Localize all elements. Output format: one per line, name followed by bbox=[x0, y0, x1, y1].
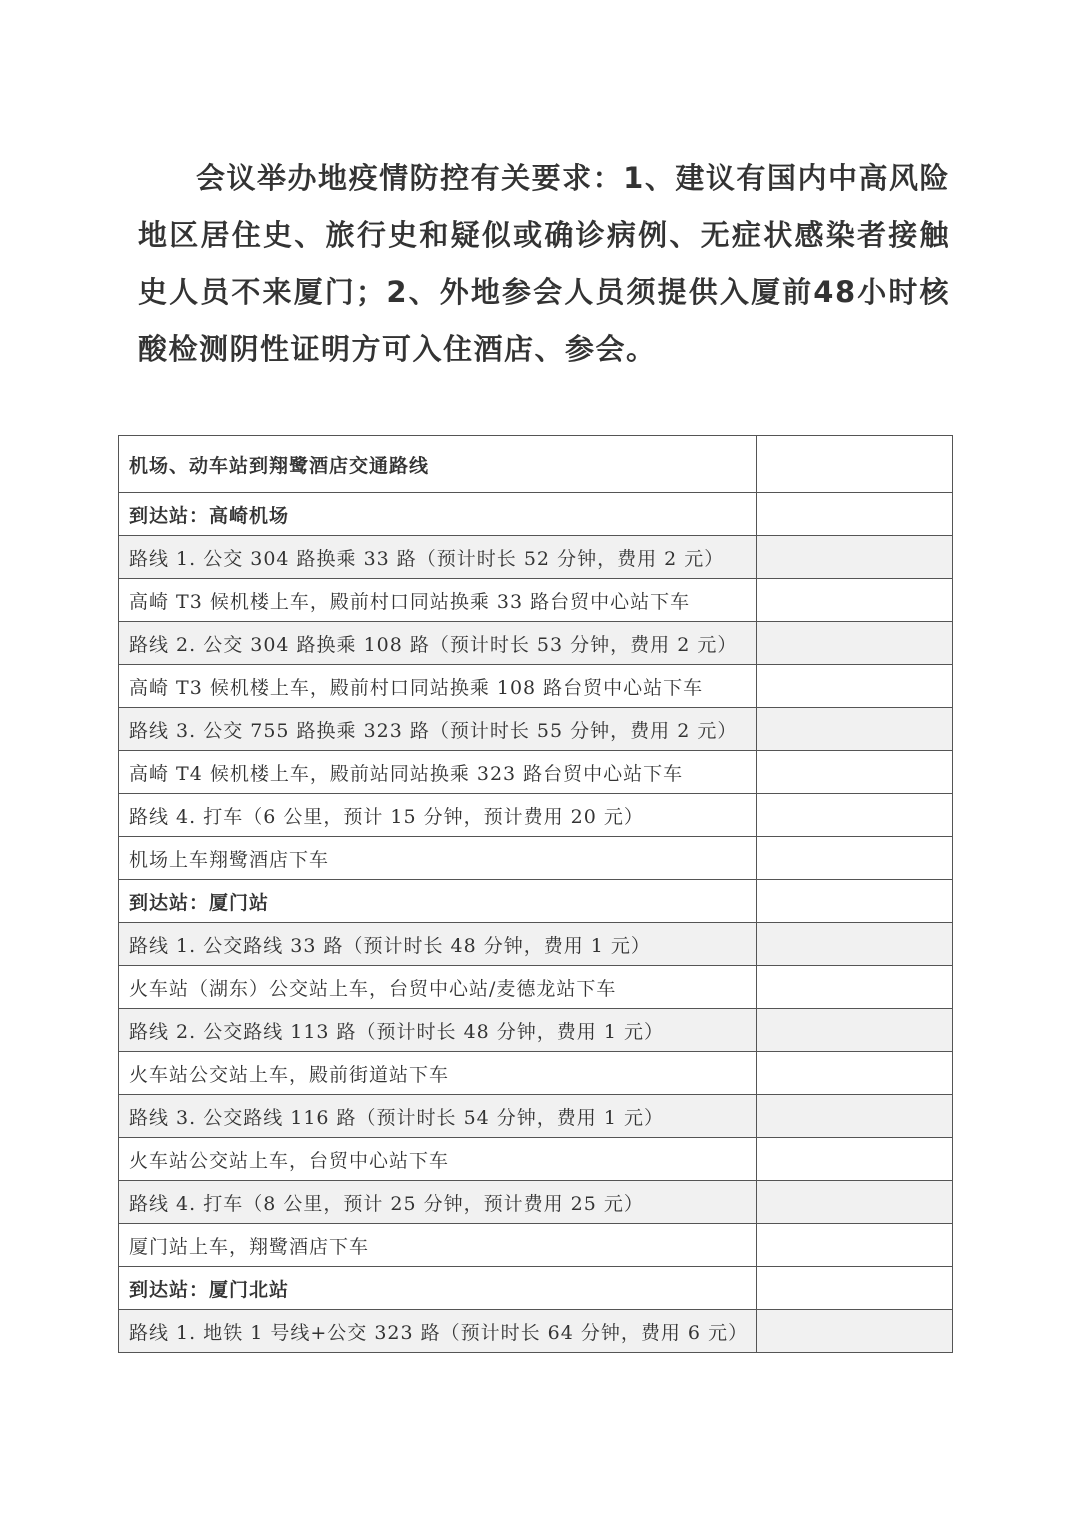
table-row bbox=[119, 1095, 953, 1138]
table-empty-cell bbox=[757, 536, 953, 579]
route-summary: 路线 2. 公交 304 路换乘 108 路（预计时长 53 分钟，费用 2 元） bbox=[119, 622, 757, 665]
table-title-row bbox=[119, 436, 953, 493]
route-detail: 火车站公交站上车，殿前街道站下车 bbox=[119, 1052, 757, 1095]
transport-route-table bbox=[118, 435, 953, 1353]
table-row bbox=[119, 579, 953, 622]
table-row bbox=[119, 665, 953, 708]
route-summary: 路线 1. 公交 304 路换乘 33 路（预计时长 52 分钟，费用 2 元） bbox=[119, 536, 757, 579]
table-row bbox=[119, 966, 953, 1009]
table-row bbox=[119, 1310, 953, 1353]
table-row bbox=[119, 837, 953, 880]
route-detail: 厦门站上车，翔鹭酒店下车 bbox=[119, 1224, 757, 1267]
table-row bbox=[119, 493, 953, 536]
route-detail: 火车站（湖东）公交站上车，台贸中心站/麦德龙站下车 bbox=[119, 966, 757, 1009]
route-detail: 高崎 T4 候机楼上车，殿前站同站换乘 323 路台贸中心站下车 bbox=[119, 751, 757, 794]
route-detail: 火车站公交站上车，台贸中心站下车 bbox=[119, 1138, 757, 1181]
table-row bbox=[119, 536, 953, 579]
table-row bbox=[119, 751, 953, 794]
table-row bbox=[119, 1138, 953, 1181]
table-row bbox=[119, 1052, 953, 1095]
table-empty-cell bbox=[757, 1181, 953, 1224]
table-row bbox=[119, 880, 953, 923]
covid-notice-paragraph: 会议举办地疫情防控有关要求：1、建议有国内中高风险地区居住史、旅行史和疑似或确诊病例、无症状感染者接触史人员不来厦门；2、外地参会人员须提供入厦前48小时核酸检测阴性证明方可入住酒店、参会。 bbox=[138, 161, 950, 366]
table-empty-cell bbox=[757, 1095, 953, 1138]
table-empty-cell bbox=[757, 966, 953, 1009]
table-title: 机场、动车站到翔鹭酒店交通路线 bbox=[119, 436, 757, 493]
table-empty-cell bbox=[757, 622, 953, 665]
table-row bbox=[119, 923, 953, 966]
route-detail: 机场上车翔鹭酒店下车 bbox=[119, 837, 757, 880]
table-empty-cell bbox=[757, 1052, 953, 1095]
table-empty-cell bbox=[757, 1310, 953, 1353]
route-summary: 路线 3. 公交 755 路换乘 323 路（预计时长 55 分钟，费用 2 元） bbox=[119, 708, 757, 751]
route-summary: 路线 2. 公交路线 113 路（预计时长 48 分钟，费用 1 元） bbox=[119, 1009, 757, 1052]
route-summary: 路线 4. 打车（6 公里，预计 15 分钟，预计费用 20 元） bbox=[119, 794, 757, 837]
route-detail: 高崎 T3 候机楼上车，殿前村口同站换乘 108 路台贸中心站下车 bbox=[119, 665, 757, 708]
station-heading: 到达站：厦门北站 bbox=[119, 1267, 757, 1310]
table-empty-cell bbox=[757, 708, 953, 751]
table-row bbox=[119, 622, 953, 665]
table-empty-cell bbox=[757, 493, 953, 536]
table-empty-cell bbox=[757, 436, 953, 493]
table-empty-cell bbox=[757, 579, 953, 622]
table-row bbox=[119, 794, 953, 837]
route-summary: 路线 1. 地铁 1 号线+公交 323 路（预计时长 64 分钟，费用 6 元） bbox=[119, 1310, 757, 1353]
route-summary: 路线 3. 公交路线 116 路（预计时长 54 分钟，费用 1 元） bbox=[119, 1095, 757, 1138]
table-row bbox=[119, 1009, 953, 1052]
route-detail: 高崎 T3 候机楼上车，殿前村口同站换乘 33 路台贸中心站下车 bbox=[119, 579, 757, 622]
table-empty-cell bbox=[757, 794, 953, 837]
table-empty-cell bbox=[757, 1009, 953, 1052]
table-empty-cell bbox=[757, 923, 953, 966]
table-row bbox=[119, 708, 953, 751]
table-empty-cell bbox=[757, 751, 953, 794]
table-empty-cell bbox=[757, 1224, 953, 1267]
table-row bbox=[119, 1181, 953, 1224]
route-summary: 路线 1. 公交路线 33 路（预计时长 48 分钟，费用 1 元） bbox=[119, 923, 757, 966]
station-heading: 到达站：厦门站 bbox=[119, 880, 757, 923]
table-empty-cell bbox=[757, 665, 953, 708]
table-row bbox=[119, 1267, 953, 1310]
table-row bbox=[119, 1224, 953, 1267]
table-empty-cell bbox=[757, 1138, 953, 1181]
table-empty-cell bbox=[757, 837, 953, 880]
station-heading: 到达站：高崎机场 bbox=[119, 493, 757, 536]
table-empty-cell bbox=[757, 880, 953, 923]
table-empty-cell bbox=[757, 1267, 953, 1310]
route-summary: 路线 4. 打车（8 公里，预计 25 分钟，预计费用 25 元） bbox=[119, 1181, 757, 1224]
